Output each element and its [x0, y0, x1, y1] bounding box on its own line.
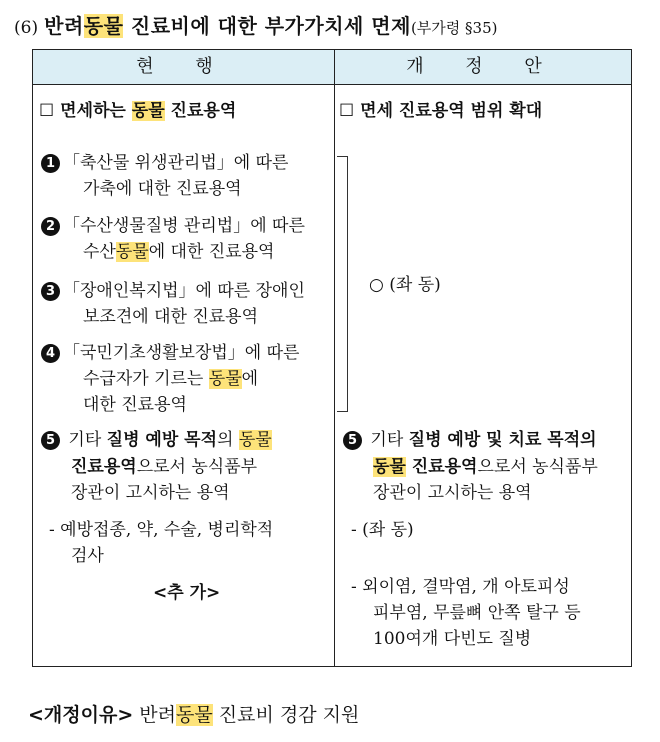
left-dash-item: - 예방접종, 약, 수술, 병리학적 — [49, 520, 274, 540]
left-item-2-cont: 수산동물에 대한 진료용역 — [83, 242, 275, 262]
left-item-3: 3 「장애인복지법」에 따른 장애인 — [41, 278, 305, 304]
left-item-2: 2 「수산생물질병 관리법」에 따른 — [41, 213, 305, 239]
left-section-heading: ☐ 면세하는 동물 진료용역 — [39, 101, 237, 121]
right-section-heading: ☐ 면세 진료용역 범위 확대 — [339, 101, 543, 121]
title-highlight: 동물 — [83, 14, 124, 38]
number-5-icon: 5 — [41, 431, 60, 450]
table-header — [33, 50, 631, 85]
title-pre: 반려 — [44, 14, 84, 38]
number-1-icon: 1 — [41, 154, 60, 173]
section-title — [14, 10, 497, 39]
left-dash-item-cont: 검사 — [71, 546, 104, 566]
left-item-4: 4 「국민기초생활보장법」에 따른 — [41, 340, 299, 366]
header-current: 현 행 — [136, 56, 231, 77]
left-item-1-cont: 가축에 대한 진료용역 — [83, 179, 242, 199]
right-item-5-cont2: 장관이 고시하는 용역 — [373, 483, 532, 503]
left-item-5-cont: 진료용역으로서 농식품부 — [71, 457, 258, 477]
left-item-4-cont2: 대한 진료용역 — [83, 395, 187, 415]
amendment-reason: <개정이유> 반려동물 진료비 경감 지원 — [28, 704, 360, 726]
title-main — [44, 14, 411, 38]
header-proposed: 개 정 안 — [406, 56, 560, 77]
right-item-5: 5 기타 질병 예방 및 치료 목적의 — [343, 427, 597, 453]
number-5-icon: 5 — [343, 431, 362, 450]
left-item-5-cont2: 장관이 고시하는 용역 — [71, 483, 230, 503]
title-post: 진료비에 대한 부가가치세 면제 — [123, 14, 411, 38]
left-item-3-cont: 보조견에 대한 진료용역 — [83, 307, 259, 327]
left-item-5: 5 기타 질병 예방 목적의 동물 — [41, 427, 272, 453]
column-divider — [334, 50, 335, 666]
checkbox-icon: ☐ — [39, 101, 55, 121]
right-same-2: - (좌 동) — [351, 520, 414, 540]
number-3-icon: 3 — [41, 282, 60, 301]
left-item-1: 1 「축산물 위생관리법」에 따른 — [41, 150, 288, 176]
right-dash-item: - 외이염, 결막염, 개 아토피성 — [351, 577, 570, 597]
section-number: (6) — [14, 18, 39, 38]
comparison-table — [32, 49, 632, 667]
checkbox-icon: ☐ — [339, 101, 355, 121]
left-add-label: <추 가> — [153, 583, 221, 603]
reason-label: <개정이유> — [28, 704, 134, 726]
bracket-divider — [337, 156, 348, 412]
number-4-icon: 4 — [41, 344, 60, 363]
right-item-5-cont: 동물 진료용역으로서 농식품부 — [373, 457, 598, 477]
title-reference: (부가령 §35) — [410, 19, 498, 37]
right-dash-item-cont2: 100여개 다빈도 질병 — [373, 629, 532, 649]
right-same-1: ○ (좌 동) — [369, 275, 441, 295]
number-2-icon: 2 — [41, 217, 60, 236]
right-dash-item-cont: 피부염, 무릎뼈 안쪽 탈구 등 — [373, 603, 581, 623]
left-item-4-cont: 수급자가 기르는 동물에 — [83, 369, 259, 389]
